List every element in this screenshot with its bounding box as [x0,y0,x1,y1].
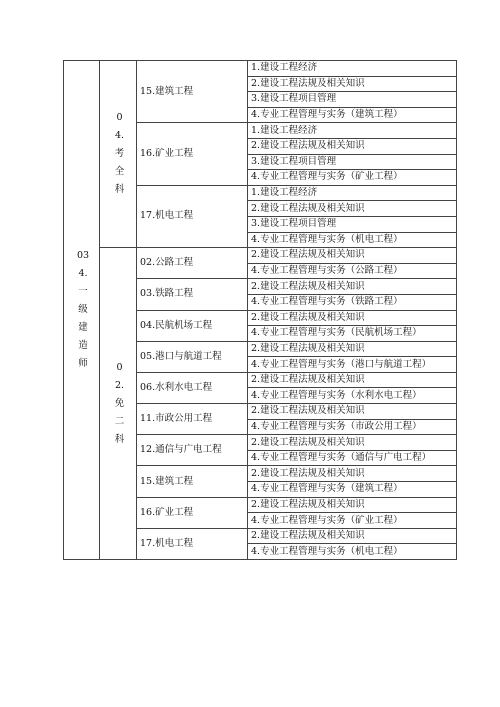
subject-cell: 4.专业工程管理与实务（公路工程） [248,263,457,279]
table-row [64,248,457,264]
subject-cell: 4.专业工程管理与实务（建筑工程） [248,107,457,123]
subject-cell: 1.建设工程经济 [248,61,457,77]
group-cell-text [113,109,127,199]
specialty-cell: 17.机电工程 [137,185,248,247]
specialty-cell: 06.水利水电工程 [137,372,248,403]
subject-cell: 2.建设工程法规及相关知识 [248,435,457,451]
level-cell-text [76,247,90,373]
subject-cell: 4.专业工程管理与实务（矿业工程） [248,170,457,186]
subject-cell: 2.建设工程法规及相关知识 [248,341,457,357]
specialty-cell: 15.建筑工程 [137,466,248,497]
subject-cell: 2.建设工程法规及相关知识 [248,372,457,388]
subject-cell: 3.建设工程项目管理 [248,92,457,108]
specialty-cell: 16.矿业工程 [137,497,248,528]
subject-cell: 4.专业工程管理与实务（通信与广电工程） [248,450,457,466]
subject-cell: 4.专业工程管理与实务（民航机场工程） [248,326,457,342]
group-cell-code: 02. [114,361,125,391]
exam-table-body [64,61,457,560]
group-cell [100,61,137,248]
subject-cell: 2.建设工程法规及相关知识 [248,279,457,295]
subject-cell: 2.建设工程法规及相关知识 [248,76,457,92]
subject-cell: 3.建设工程项目管理 [248,216,457,232]
specialty-cell: 05.港口与航道工程 [137,341,248,372]
subject-cell: 2.建设工程法规及相关知识 [248,466,457,482]
specialty-cell: 02.公路工程 [137,248,248,279]
subject-cell: 4.专业工程管理与实务（市政公用工程） [248,419,457,435]
group-cell-code: 04. [114,112,125,142]
specialty-cell: 04.民航机场工程 [137,310,248,341]
level-cell [64,61,100,560]
subject-cell: 4.专业工程管理与实务（港口与航道工程） [248,357,457,373]
group-cell-text [113,359,127,449]
subject-cell: 2.建设工程法规及相关知识 [248,310,457,326]
specialty-cell: 17.机电工程 [137,528,248,559]
subject-cell: 2.建设工程法规及相关知识 [248,138,457,154]
table-row [64,61,457,77]
subject-cell: 1.建设工程经济 [248,123,457,139]
subject-cell: 2.建设工程法规及相关知识 [248,404,457,420]
subject-cell: 4.专业工程管理与实务（机电工程） [248,232,457,248]
subject-cell: 4.专业工程管理与实务（建筑工程） [248,482,457,498]
subject-cell: 2.建设工程法规及相关知识 [248,248,457,264]
subject-cell: 1.建设工程经济 [248,185,457,201]
exam-subject-table [63,60,457,560]
level-cell-label: 一级建造师 [78,286,88,369]
subject-cell: 4.专业工程管理与实务（矿业工程） [248,513,457,529]
subject-cell: 2.建设工程法规及相关知识 [248,528,457,544]
level-cell-code: 034. [76,250,90,279]
group-cell-label: 免二科 [114,397,125,445]
specialty-cell: 03.铁路工程 [137,279,248,310]
subject-cell: 4.专业工程管理与实务（铁路工程） [248,294,457,310]
group-cell [100,248,137,560]
subject-cell: 3.建设工程项目管理 [248,154,457,170]
specialty-cell: 11.市政公用工程 [137,404,248,435]
subject-cell: 4.专业工程管理与实务（机电工程） [248,544,457,560]
specialty-cell: 15.建筑工程 [137,61,248,123]
specialty-cell: 16.矿业工程 [137,123,248,185]
subject-cell: 4.专业工程管理与实务（水利水电工程） [248,388,457,404]
specialty-cell: 12.通信与广电工程 [137,435,248,466]
subject-cell: 2.建设工程法规及相关知识 [248,201,457,217]
group-cell-label: 考全科 [114,148,125,196]
subject-cell: 2.建设工程法规及相关知识 [248,497,457,513]
